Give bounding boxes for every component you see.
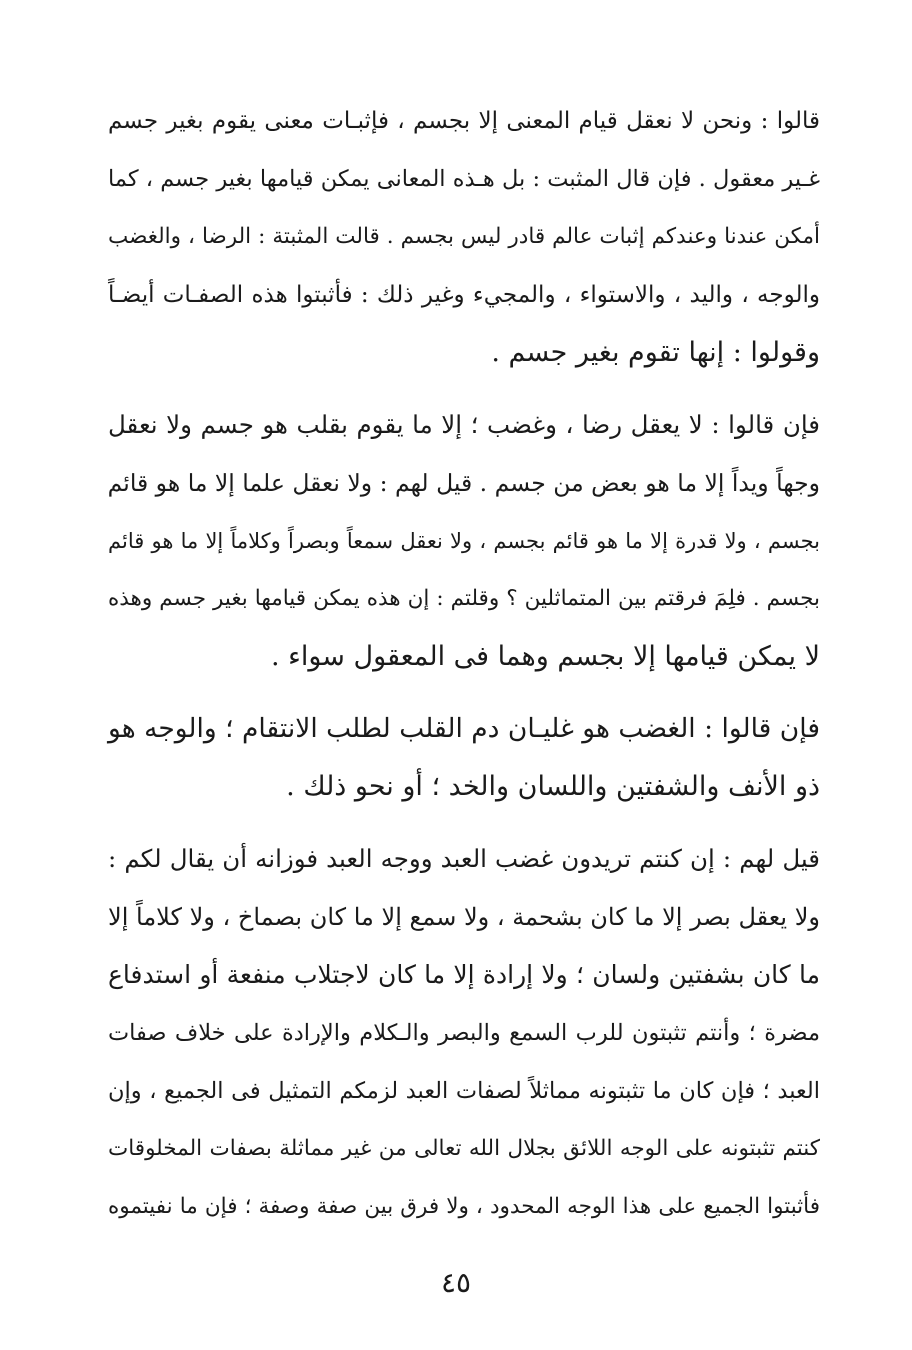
- text-line: فإن قالوا : لا يعقل رضا ، وغضب ؛ إلا ما يقوم بقلب هو جسم ولا نعقل: [108, 410, 820, 439]
- page-number: ٤٥: [440, 1266, 472, 1299]
- text-line: مضرة ؛ وأنتم تثبتون للرب السمع والبصر والـكلام والإرادة على خلاف صفات: [108, 1020, 820, 1046]
- text-line: قالوا : ونحن لا نعقل قيام المعنى إلا بجسم ، فإثبـات معنى يقوم بغير جسم: [108, 108, 820, 134]
- text-line: ذو الأنف والشفتين واللسان والخد ؛ أو نحو ذلك .: [286, 771, 820, 802]
- text-line: فأثبتوا الجميع على هذا الوجه المحدود ، ولا فرق بين صفة وصفة ؛ فإن ما نفيتموه: [108, 1194, 820, 1219]
- text-line: وجهاً ويداً إلا ما هو بعض من جسم . قيل لهم : ولا نعقل علما إلا ما هو قائم: [107, 469, 820, 497]
- text-line: ما كان بشفتين ولسان ؛ ولا إرادة إلا ما كان لاجتلاب منفعة أو استدفاع: [108, 960, 820, 989]
- paragraph-4: [108, 830, 820, 1236]
- text-line: بجسم . فلِمَ فرقتم بين المتماثلين ؟ وقلتم : إن هذه يمكن قيامها بغير جسم وهذه: [108, 586, 820, 611]
- text-line: ولا يعقل بصر إلا ما كان بشحمة ، ولا سمع إلا ما كان بصماخ ، ولا كلاماً إلا: [108, 903, 820, 931]
- text-line: العبد ؛ فإن كان ما تثبتونه مماثلاً لصفات العبد لزمكم التمثيل فى الجميع ، وإن: [108, 1078, 820, 1104]
- paragraph-2: [108, 396, 820, 686]
- text-line: لا يمكن قيامها إلا بجسم وهما فى المعقول سواء .: [270, 641, 820, 672]
- text-line: غـير معقول . فإن قال المثبت : بل هـذه المعانى يمكن قيامها بغير جسم ، كما: [108, 166, 820, 192]
- text-line: أمكن عندنا وعندكم إثبات عالم قادر ليس بجسم . قالت المثبتة : الرضا ، والغضب: [108, 224, 820, 249]
- paragraph-3: [108, 700, 820, 816]
- text-line: بجسم ، ولا قدرة إلا ما هو قائم بجسم ، ولا نعقل سمعاً وبصراً وكلاماً إلا ما هو قائم: [108, 529, 820, 553]
- page-body: [108, 92, 820, 1250]
- text-line: وقولوا : إنها تقوم بغير جسم .: [491, 337, 820, 368]
- text-line: فإن قالوا : الغضب هو غليـان دم القلب لطلب الانتقام ؛ والوجه هو: [108, 713, 820, 744]
- text-line: كنتم تثبتونه على الوجه اللائق بجلال الله تعالى من غير مماثلة بصفات المخلوقات: [108, 1136, 820, 1161]
- text-line: والوجه ، واليد ، والاستواء ، والمجيء وغير ذلك : فأثبتوا هذه الصفـات أيضـاً: [108, 282, 820, 308]
- text-line: قيل لهم : إن كنتم تريدون غضب العبد ووجه العبد فوزانه أن يقال لكم :: [108, 844, 820, 873]
- paragraph-1: [108, 92, 820, 382]
